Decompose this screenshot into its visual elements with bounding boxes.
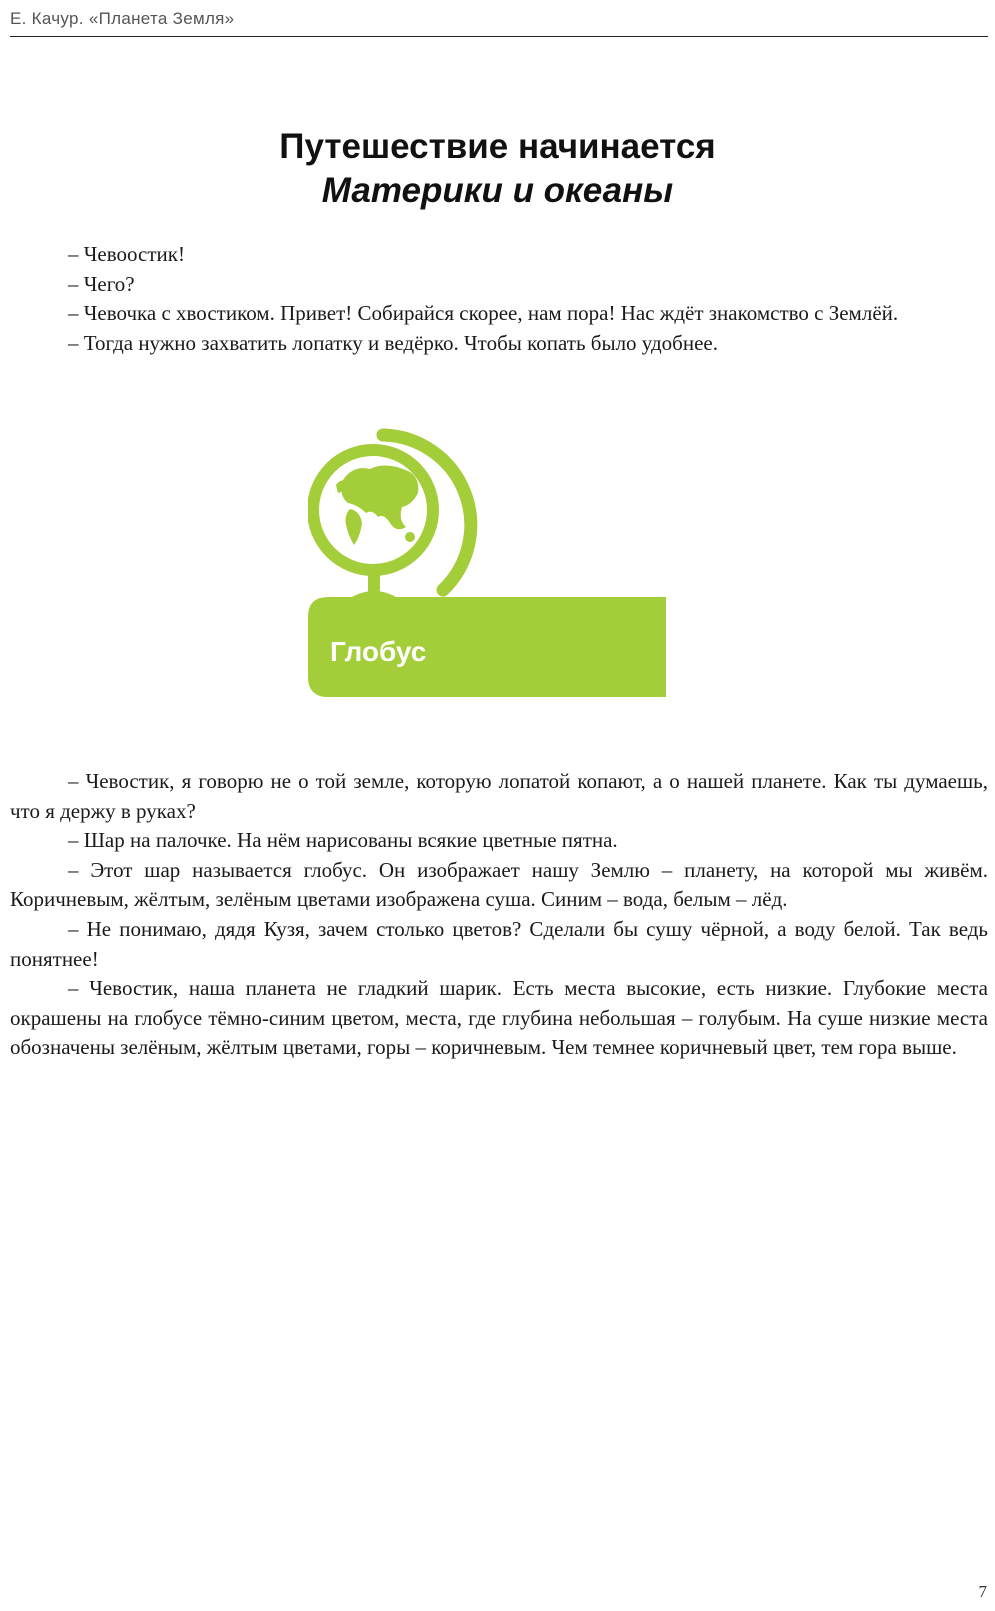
- running-title: Е. Качур. «Планета Земля»: [10, 9, 235, 28]
- page-number: 7: [978, 1582, 987, 1601]
- paragraph: – Чевостик, наша планета не гладкий шарик. Есть места высокие, есть низкие. Глубокие места окрашены на глобусе тёмно-синим цветом, места, где глубина небольшая – голубым. На суше низкие места обозначены зелёным, жёлтым цветами, горы – коричневым. Чем темнее коричневый цвет, тем гора выше.: [10, 976, 988, 1060]
- running-header: [10, 6, 988, 37]
- text-block-intro: [10, 240, 988, 358]
- chapter-title-main: Путешествие начинается: [279, 127, 716, 166]
- paragraph: – Чевостик, я говорю не о той земле, которую лопатой копают, а о нашей планете. Как ты думаешь, что я держу в руках?: [10, 769, 988, 823]
- chapter-title-sub: Материки и океаны: [321, 171, 674, 210]
- figure-label: Глобус: [330, 636, 427, 667]
- globe-icon: [308, 425, 688, 721]
- chapter-title: [0, 125, 995, 213]
- paragraph: – Чевочка с хвостиком. Привет! Собирайся скорее, нам пора! Нас ждёт знакомство с Землёй.: [68, 301, 899, 326]
- paragraph: – Шар на палочке. На нём нарисованы всякие цветные пятна.: [68, 828, 618, 853]
- text-block-main: [10, 767, 988, 1063]
- paragraph: – Чевоостик!: [68, 242, 185, 266]
- paragraph: – Этот шар называется глобус. Он изображает нашу Землю – планету, на которой мы живём. Коричневым, жёлтым, зелёным цветами изображена суша. Синим – вода, белым – лёд.: [10, 857, 988, 912]
- paragraph: – Не понимаю, дядя Кузя, зачем столько цветов? Сделали бы сушу чёрной, а воду белой. Так ведь понятнее!: [10, 916, 988, 971]
- globe-figure: [308, 425, 688, 721]
- paragraph: – Чего?: [68, 271, 135, 296]
- paragraph: – Тогда нужно захватить лопатку и ведёрко. Чтобы копать было удобнее.: [68, 330, 718, 355]
